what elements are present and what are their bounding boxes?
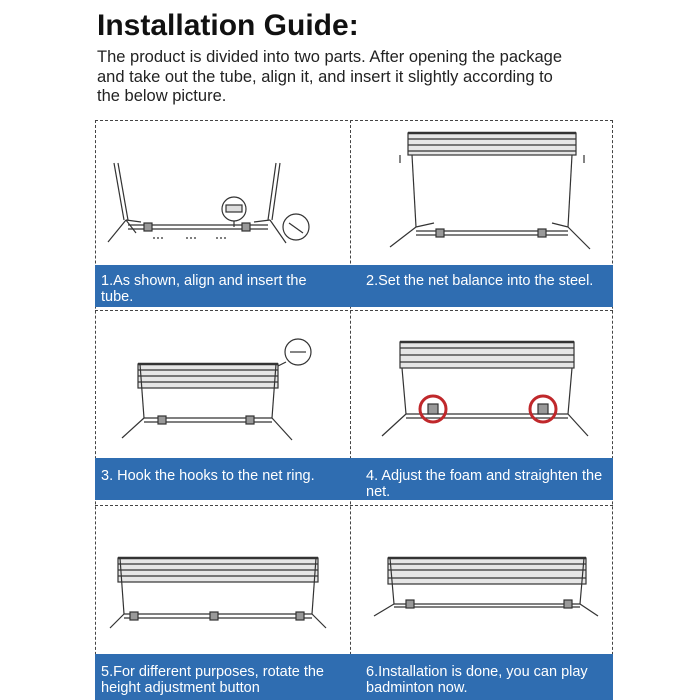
step-3-illustration [96, 318, 352, 456]
step-5-illustration [96, 512, 352, 650]
step-3-caption: 3. Hook the hooks to the net ring. [101, 468, 315, 484]
step-4-caption: 4. Adjust the foam and straighten the net. [366, 468, 603, 500]
step-6-illustration [352, 512, 608, 650]
page-title: Installation Guide: [97, 9, 359, 42]
row-divider-2 [95, 505, 613, 506]
row-divider-1 [95, 310, 613, 311]
step-1-illustration [96, 125, 352, 263]
intro-text: The product is divided into two parts. After opening the package and take out the tube, align it, and insert it slightly according to the below picture. [97, 48, 563, 105]
step-6-caption: 6.Installation is done, you can play badminton now. [366, 664, 588, 696]
frame-alignment-icon [96, 125, 352, 263]
step-1-caption: 1.As shown, align and insert the tube. [101, 273, 307, 305]
step-4-illustration [352, 318, 608, 456]
step-2-caption: 2.Set the net balance into the steel. [366, 273, 594, 289]
step-5-caption: 5.For different purposes, rotate the height adjustment button [101, 664, 325, 696]
step-2-illustration [352, 125, 608, 263]
